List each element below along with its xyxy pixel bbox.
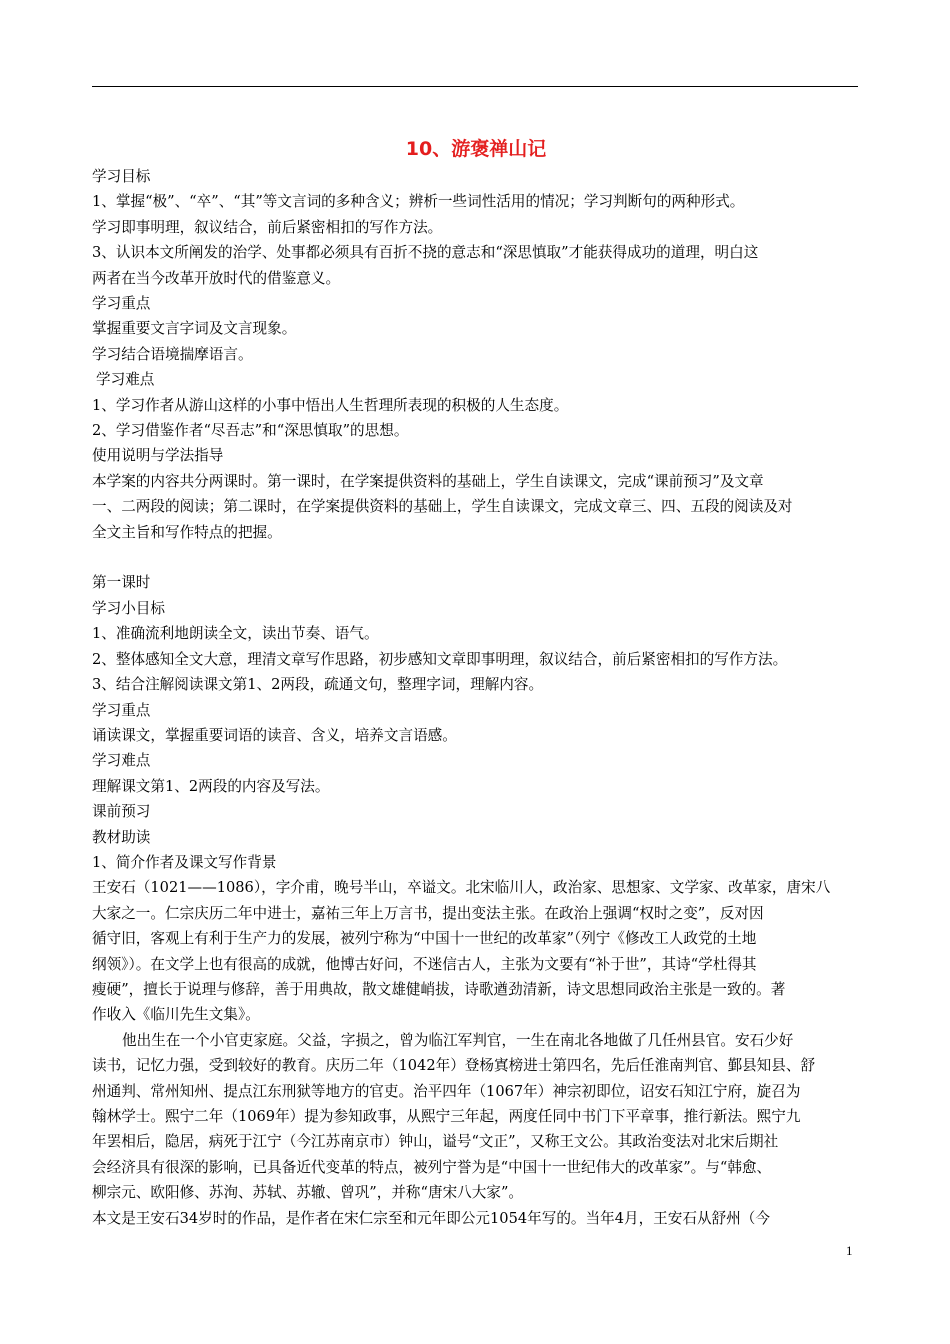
paragraph-line: 2、整体感知全文大意，理清文章写作思路，初步感知文章即事明理，叙议结合，前后紧密相扣的写作方法。: [92, 650, 788, 668]
paragraph-line: 理解课文第1、2两段的内容及写法。: [92, 777, 330, 795]
paragraph-line: 柳宗元、欧阳修、苏洵、苏轼、苏辙、曾巩”，并称“唐宋八大家”。: [92, 1184, 524, 1202]
paragraph-line: 纲领》）。在文学上也有很高的成就，他博古好问，不迷信古人，主张为文要有“补于世”，其诗“学杜得其: [92, 955, 757, 973]
paragraph-line: 作收入《临川先生文集》。: [92, 1006, 260, 1024]
section-heading-lesson-one: 第一课时: [92, 574, 151, 592]
section-heading-author-intro: 1、简介作者及课文写作背景: [92, 853, 277, 871]
paragraph-line: 1、掌握“极”、“卒”、“其”等文言词的多种含义；辨析一些词性活用的情况；学习判断句的两种形式。: [92, 193, 745, 211]
paragraph-line: 一、二两段的阅读；第二课时，在学案提供资料的基础上，学生自读课文，完成文章三、四、五段的阅读及对: [92, 498, 793, 516]
section-heading-goals: 学习目标: [92, 168, 151, 185]
paragraph-line: 循守旧，客观上有利于生产力的发展，被列宁称为“中国十一世纪的改革家”（列宁《修改工人政党的土地: [92, 930, 757, 948]
paragraph-line: 3、认识本文所阐发的治学、处事都必须具有百折不挠的意志和“深思慎取”才能获得成功的道理，明白这: [92, 244, 759, 262]
document-body: [92, 134, 860, 1231]
paragraph-line: 本文是王安石34岁时的作品，是作者在宋仁宗至和元年即公元1054年写的。当年4月，王安石从舒州（今: [92, 1209, 770, 1227]
section-heading-small-goals: 学习小目标: [92, 599, 165, 617]
paragraph-line: 掌握重要文言字词及文言现象。: [92, 320, 297, 338]
paragraph-line: 翰林学士。熙宁二年（1069年）提为参知政事，从熙宁三年起，两度任同中书门下平章事，推行新法。熙宁九: [92, 1108, 801, 1126]
paragraph-line: 瘦硬”，擅长于说理与修辞，善于用典故，散文雄健峭拔，诗歌遒劲清新，诗文思想同政治主张是一致的。著: [92, 980, 786, 998]
paragraph-line: 他出生在一个小官吏家庭。父益，字损之，曾为临江军判官，一生在南北各地做了几任州县官。安石少好: [122, 1031, 794, 1049]
paragraph-line: 会经济具有很深的影响，已具备近代变革的特点，被列宁誉为是“中国十一世纪伟大的改革家”。与“韩愈、: [92, 1158, 772, 1176]
paragraph-line: 1、学习作者从游山这样的小事中悟出人生哲理所表现的积极的人生态度。: [92, 396, 569, 414]
paragraph-line: 全文主旨和写作特点的把握。: [92, 523, 282, 541]
paragraph-line: 大家之一。仁宗庆历二年中进士，嘉祐三年上万言书，提出变法主张。在政治上强调“权时之变”，反对因: [92, 904, 764, 922]
paragraph-line: 3、结合注解阅读课文第1、2两段，疏通文句，整理字词，理解内容。: [92, 676, 544, 694]
section-heading-instructions: 使用说明与学法指导: [92, 447, 224, 465]
paragraph-line: 读书，记忆力强，受到较好的教育。庆历二年（1042年）登杨寘榜进士第四名，先后任淮南判官、鄞县知县、舒: [92, 1057, 816, 1075]
paragraph-line: 年罢相后，隐居，病死于江宁（今江苏南京市）钟山，谥号“文正”，又称王文公。其政治变法对北宋后期社: [92, 1133, 779, 1151]
paragraph-line: 学习即事明理，叙议结合，前后紧密相扣的写作方法。: [92, 218, 443, 236]
paragraph-line: 王安石（1021——1086），字介甫，晚号半山，卒谥文。北宋临川人，政治家、思想家、文学家、改革家，唐宋八: [92, 879, 831, 897]
document-title: 10、游褒禅山记: [405, 138, 547, 160]
section-heading-difficulties: 学习难点: [96, 371, 155, 389]
section-heading-preview: 课前预习: [92, 803, 151, 821]
section-heading-difficulties: 学习难点: [92, 752, 151, 770]
paragraph-line: 州通判、常州知州、提点江东刑狱等地方的官吏。治平四年（1067年）神宗初即位，诏安石知江宁府，旋召为: [92, 1082, 801, 1100]
paragraph-line: 1、准确流利地朗读全文，读出节奏、语气。: [92, 625, 379, 643]
blank-line: [92, 545, 860, 570]
paragraph-line: 学习结合语境揣摩语言。: [92, 345, 253, 363]
section-heading-material-aid: 教材助读: [92, 828, 151, 846]
paragraph-line: 本学案的内容共分两课时。第一课时，在学案提供资料的基础上，学生自读课文，完成“课前预习”及文章: [92, 472, 764, 490]
header-rule: [92, 86, 858, 87]
paragraph-line: 两者在当今改革开放时代的借鉴意义。: [92, 269, 341, 287]
section-heading-key-points: 学习重点: [92, 701, 151, 719]
paragraph-line: 诵读课文，掌握重要词语的读音、含义，培养文言语感。: [92, 726, 457, 744]
section-heading-key-points: 学习重点: [92, 295, 151, 313]
page-number: 1: [846, 1243, 853, 1258]
paragraph-line: 2、学习借鉴作者“尽吾志”和“深思慎取”的思想。: [92, 422, 409, 440]
